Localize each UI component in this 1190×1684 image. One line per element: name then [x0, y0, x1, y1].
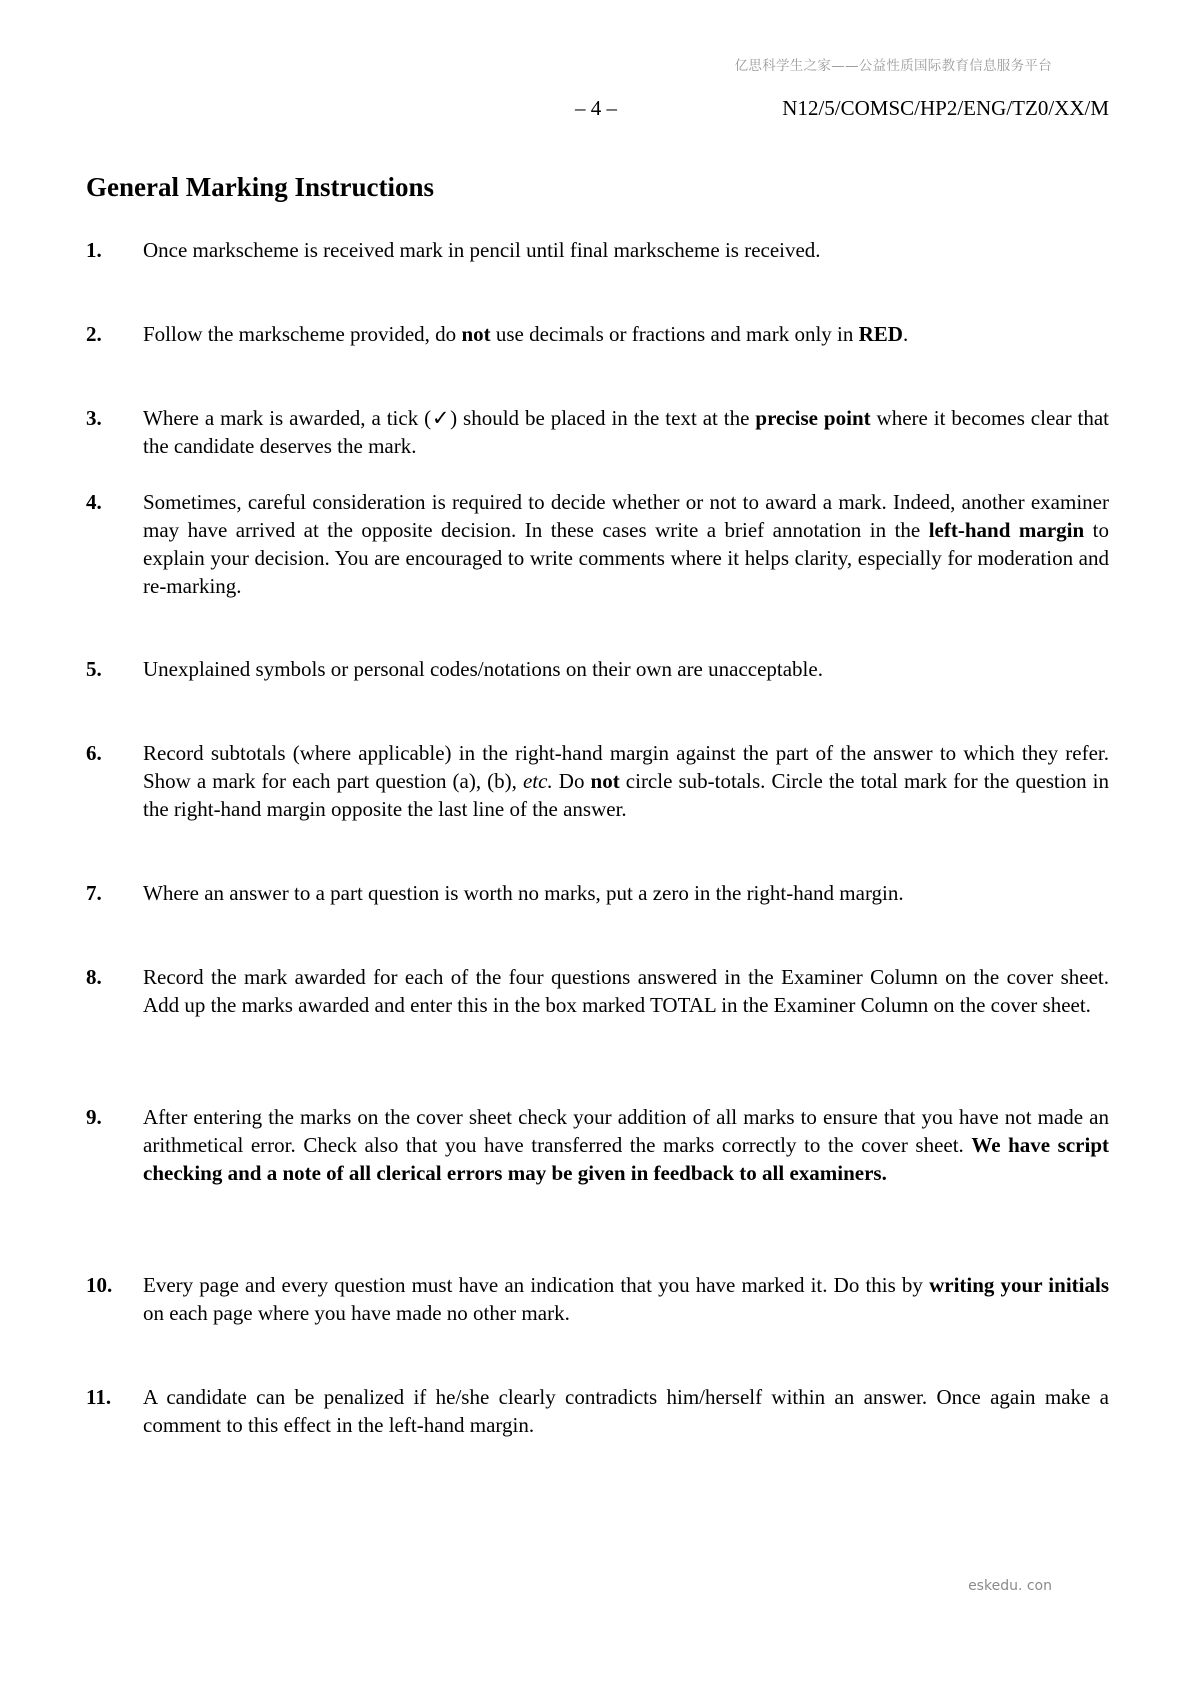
page-number: – 4 –	[575, 96, 617, 120]
instruction-item-8	[86, 963, 1109, 1019]
text-run: Every page and every question must have an indication that you have marked it. Do this by	[143, 1273, 930, 1297]
item-number: 3.	[86, 406, 102, 430]
text-run: use decimals or fractions and mark only in	[490, 322, 859, 346]
emphasis-text: RED	[858, 322, 903, 346]
item-text	[143, 404, 1109, 460]
instruction-item-4	[86, 488, 1109, 600]
text-run: A candidate can be penalized if he/she clearly contradicts him/herself within an answer. Once again make a comment to this effect in the left-hand margin.	[143, 1385, 1109, 1437]
text-run: Follow the markscheme provided, do	[143, 322, 462, 346]
item-number: 6.	[86, 741, 102, 765]
instruction-item-6	[86, 739, 1109, 823]
text-run: Do	[552, 769, 591, 793]
item-number: 11.	[86, 1385, 112, 1409]
text-run: to explain your decision. You are encouraged to write comments where it helps clarity, especially for moderation and re-marking.	[143, 518, 1109, 598]
instruction-item-2	[86, 320, 1109, 348]
text-run: circle sub-totals. Circle the total mark for the question in the right-hand margin opposite the last line of the answer.	[143, 769, 1110, 821]
item-number: 5.	[86, 657, 102, 681]
item-text	[143, 963, 1109, 1019]
item-text	[143, 1103, 1109, 1187]
text-run: Once markscheme is received mark in pencil until final markscheme is received.	[143, 238, 821, 262]
instruction-item-7	[86, 879, 1109, 907]
text-run: on each page where you have made no other mark.	[143, 1301, 570, 1325]
item-text	[143, 1383, 1109, 1439]
text-run: Where a mark is awarded, a tick (✓) should be placed in the text at the	[143, 406, 756, 430]
item-text	[143, 488, 1109, 600]
emphasis-text: We have script checking and a note of all clerical errors may be given in feedback to all examiners.	[143, 1133, 1109, 1185]
emphasis-text: not	[461, 322, 491, 346]
header-watermark: 亿思科学生之家——公益性质国际教育信息服务平台	[734, 58, 1052, 74]
instruction-item-3	[86, 404, 1109, 460]
instruction-item-1	[86, 236, 1109, 264]
page-title: General Marking Instructions	[86, 172, 434, 202]
item-number: 10.	[86, 1273, 113, 1297]
item-number: 4.	[86, 490, 102, 514]
text-run: Unexplained symbols or personal codes/notations on their own are unacceptable.	[143, 657, 823, 681]
document-code: N12/5/COMSC/HP2/ENG/TZ0/XX/M	[782, 96, 1109, 120]
italic-text: etc.	[522, 769, 553, 793]
instruction-item-10	[86, 1271, 1109, 1327]
emphasis-text: writing your initials	[929, 1273, 1109, 1297]
item-text	[143, 879, 1109, 907]
instruction-item-5	[86, 655, 1109, 683]
item-number: 7.	[86, 881, 102, 905]
text-run: where it becomes clear that the candidate deserves the mark.	[143, 406, 1110, 458]
item-text	[143, 1271, 1109, 1327]
item-text	[143, 320, 1109, 348]
footer-watermark: eskedu. con	[968, 1578, 1052, 1594]
item-number: 8.	[86, 965, 102, 989]
text-run: Record the mark awarded for each of the four questions answered in the Examiner Column on the cover sheet. Add up the marks awarded and enter this in the box marked TOTAL in the Examiner Column on the cover sheet.	[143, 965, 1109, 1017]
item-number: 2.	[86, 322, 102, 346]
item-number: 1.	[86, 238, 102, 262]
instruction-item-9	[86, 1103, 1109, 1187]
emphasis-text: left-hand margin	[928, 518, 1085, 542]
text-run: Record subtotals (where applicable) in the right-hand margin against the part of the answer to which they refer. Show a mark for each part question (a), (b),	[143, 741, 1109, 793]
item-number: 9.	[86, 1105, 102, 1129]
instruction-item-11	[86, 1383, 1109, 1439]
item-text	[143, 655, 1109, 683]
text-run: .	[902, 322, 909, 346]
emphasis-text: not	[590, 769, 620, 793]
text-run: After entering the marks on the cover sheet check your addition of all marks to ensure that you have not made an arithmetical error. Check also that you have transferred the marks correctly to the cover sheet.	[143, 1105, 1109, 1157]
text-run: Sometimes, careful consideration is required to decide whether or not to award a mark. Indeed, another examiner may have arrived at the opposite decision. In these cases write a brief annotation in the	[143, 490, 1109, 542]
item-text	[143, 739, 1109, 823]
item-text	[143, 236, 1109, 264]
emphasis-text: precise point	[755, 406, 871, 430]
text-run: Where an answer to a part question is worth no marks, put a zero in the right-hand margin.	[143, 881, 904, 905]
